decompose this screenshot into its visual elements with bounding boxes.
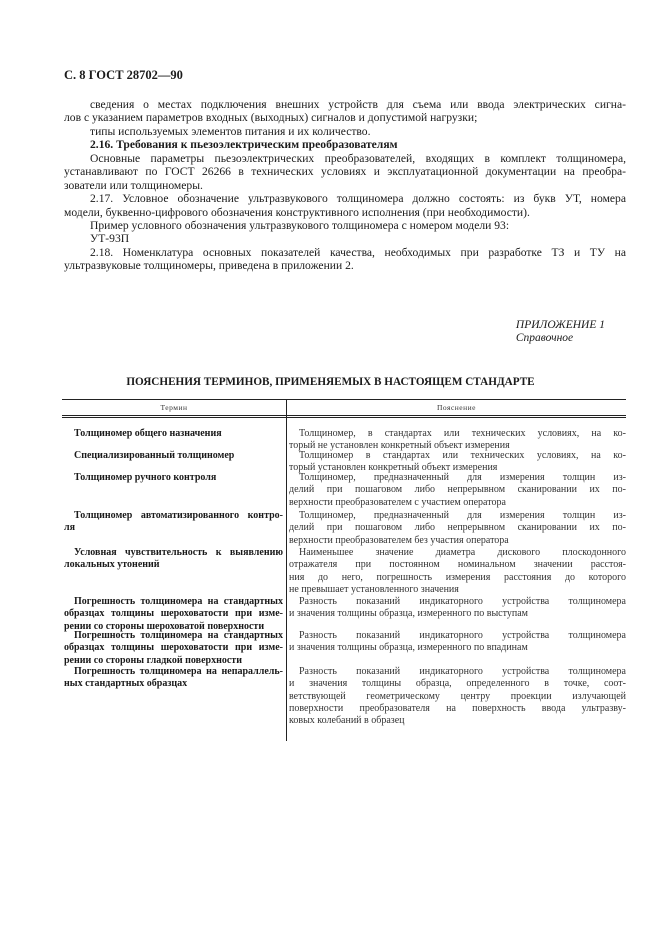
term-cell-line: Погрешность толщиномера на стандартных — [74, 596, 283, 607]
term-cell-line: Специализированный толщиномер — [74, 450, 235, 461]
explanation-cell — [289, 510, 626, 547]
term-cell — [64, 666, 283, 691]
term-cell-line: рении со стороны шероховатой поверхности — [64, 620, 265, 632]
appendix-label — [516, 319, 605, 345]
table-top-rule — [62, 399, 626, 400]
paragraph-line: 2.17. Условное обозначение ультразвукового толщиномера должно состоять: из букв УТ, номера — [90, 192, 626, 206]
explanation-cell-line: и значения толщины образца, определенного в точке, соот- — [289, 678, 626, 690]
paragraph-line: 2.16. Требования к пьезоэлектрическим преобразователям — [90, 138, 398, 152]
term-cell-line: Погрешность толщиномера на стандартных — [74, 630, 283, 641]
explanation-cell-line: Разность показаний индикаторного устройства толщиномера — [299, 666, 626, 677]
header-rule — [62, 415, 626, 416]
explanation-cell-line: верхности преобразователем с участием оператора — [289, 496, 506, 508]
explanation-cell-line: Толщиномер в стандартах или технических условиях, на ко- — [299, 450, 626, 461]
explanation-cell — [289, 428, 626, 453]
explanation-cell — [289, 547, 626, 596]
explanation-cell-line: и значения толщины образца, измеренного по выступам — [289, 608, 528, 620]
term-cell — [64, 472, 283, 484]
paragraph-line: Пример условного обозначения ультразвукового толщиномера с номером модели 93: — [90, 218, 510, 232]
appendix-number: ПРИЛОЖЕНИЕ 1 — [515, 319, 605, 331]
explanation-cell-line: торый установлен конкретный объект измерения — [289, 462, 498, 474]
explanation-cell-line: отражателя при постоянном номинальном значении расстоя- — [289, 559, 626, 571]
term-cell-line: Толщиномер общего назначения — [74, 428, 222, 439]
term-cell — [64, 547, 283, 572]
term-cell — [64, 450, 283, 462]
explanation-cell-line: Разность показаний индикаторного устройства толщиномера — [299, 596, 626, 607]
term-cell-line: Условная чувствительность к выявлению — [74, 547, 283, 558]
column-divider — [286, 399, 287, 741]
explanation-cell — [289, 630, 626, 655]
explanation-cell-line: делий при пошаговом либо непрерывном сканировании их по- — [289, 484, 626, 496]
explanation-cell-line: Разность показаний индикаторного устройства толщиномера — [299, 630, 626, 641]
paragraph-line: ультразвуковые толщиномеры, приведена в приложении 2. — [64, 259, 354, 273]
term-cell — [64, 428, 283, 440]
term-cell — [64, 510, 283, 535]
paragraph-line: Основные параметры пьезоэлектрических преобразователей, входящих в комплект толщиномера, — [90, 151, 626, 165]
term-cell-line: Погрешность толщиномера на непараллель- — [74, 666, 283, 677]
body-text — [64, 98, 626, 273]
explanation-cell-line: Толщиномер, предназначенный для измерения толщин из- — [299, 510, 626, 521]
paragraph-line: УТ-93П — [90, 232, 130, 246]
term-cell-line: Толщиномер автоматизированного контро- — [74, 510, 283, 521]
explanation-cell — [289, 596, 626, 621]
explanation-cell-line: поверхности преобразователя на поверхность ввода ультразву- — [289, 702, 626, 714]
column-header-explanation: Пояснение — [436, 403, 476, 412]
paragraph-line: устанавливают по ГОСТ 26266 в технических условиях и эксплуатационной документации на преобра- — [64, 165, 626, 179]
explanation-cell-line: ковых колебаний в образец — [289, 715, 405, 727]
term-cell — [64, 630, 283, 667]
term-cell-line: ля — [64, 522, 76, 534]
column-header-term: Термин — [160, 403, 188, 412]
paragraph-line: сведения о местах подключения внешних устройств для съема или ввода электрических сигна- — [90, 98, 626, 111]
term-cell-line: образцах толщины шероховатости при изме- — [64, 642, 283, 654]
explanation-cell — [289, 472, 626, 509]
explanation-cell-line: Толщиномер, предназначенный для измерения толщин из- — [299, 472, 626, 483]
paragraph-line: типы используемых элементов питания и их количество. — [90, 124, 371, 138]
term-cell-line: Толщиномер ручного контроля — [74, 472, 217, 483]
explanation-cell — [289, 666, 626, 727]
explanation-cell-line: делий при пошаговом либо непрерывном сканировании их по- — [289, 522, 626, 534]
terms-table — [62, 399, 626, 741]
explanation-cell-line: Толщиномер, в стандартах или технических условиях, на ко- — [299, 428, 626, 439]
term-cell-line: локальных утонений — [64, 559, 160, 571]
paragraph-line: 2.18. Номенклатура основных показателей качества, необходимых при разработке ТЗ и ТУ на — [90, 245, 626, 259]
term-cell-line: рении со стороны гладкой поверхности — [64, 654, 242, 666]
paragraph-line: зователи или толщиномеры. — [64, 178, 203, 192]
explanation-cell-line: и значения толщины образца, измеренного по впадинам — [289, 642, 528, 654]
explanation-cell-line: не превышает установленного значения — [289, 583, 459, 595]
explanation-cell-line: торый не установлен конкретный объект измерения — [289, 440, 510, 452]
explanation-cell-line: ния до него, погрешность измерения расстояния до которого — [289, 571, 626, 583]
appendix-type: Справочное — [515, 332, 574, 344]
term-cell-line: ных стандартных образцах — [64, 678, 188, 690]
term-cell-line: образцах толщины шероховатости при изме- — [64, 608, 283, 620]
explanation-cell-line: Наименьшее значение диаметра дискового плоскодонного — [299, 547, 626, 558]
explanation-cell-line: ветствующей геометрическому центру проекции излучающей — [289, 690, 626, 702]
explanation-cell — [289, 450, 626, 475]
term-cell — [64, 596, 283, 633]
header-rule-double — [62, 417, 626, 418]
page-header: С. 8 ГОСТ 28702—90 — [64, 68, 183, 82]
paragraph-line: лов с указанием параметров входных (выходных) сигналов и допустимой нагрузки; — [64, 111, 478, 125]
table-title: ПОЯСНЕНИЯ ТЕРМИНОВ, ПРИМЕНЯЕМЫХ В НАСТОЯЩЕМ СТАНДАРТЕ — [126, 376, 535, 388]
explanation-cell-line: верхности преобразователем без участия оператора — [289, 534, 509, 546]
paragraph-line: модели, буквенно-цифрового обозначения конструктивного исполнения (при необходимости). — [64, 205, 530, 219]
